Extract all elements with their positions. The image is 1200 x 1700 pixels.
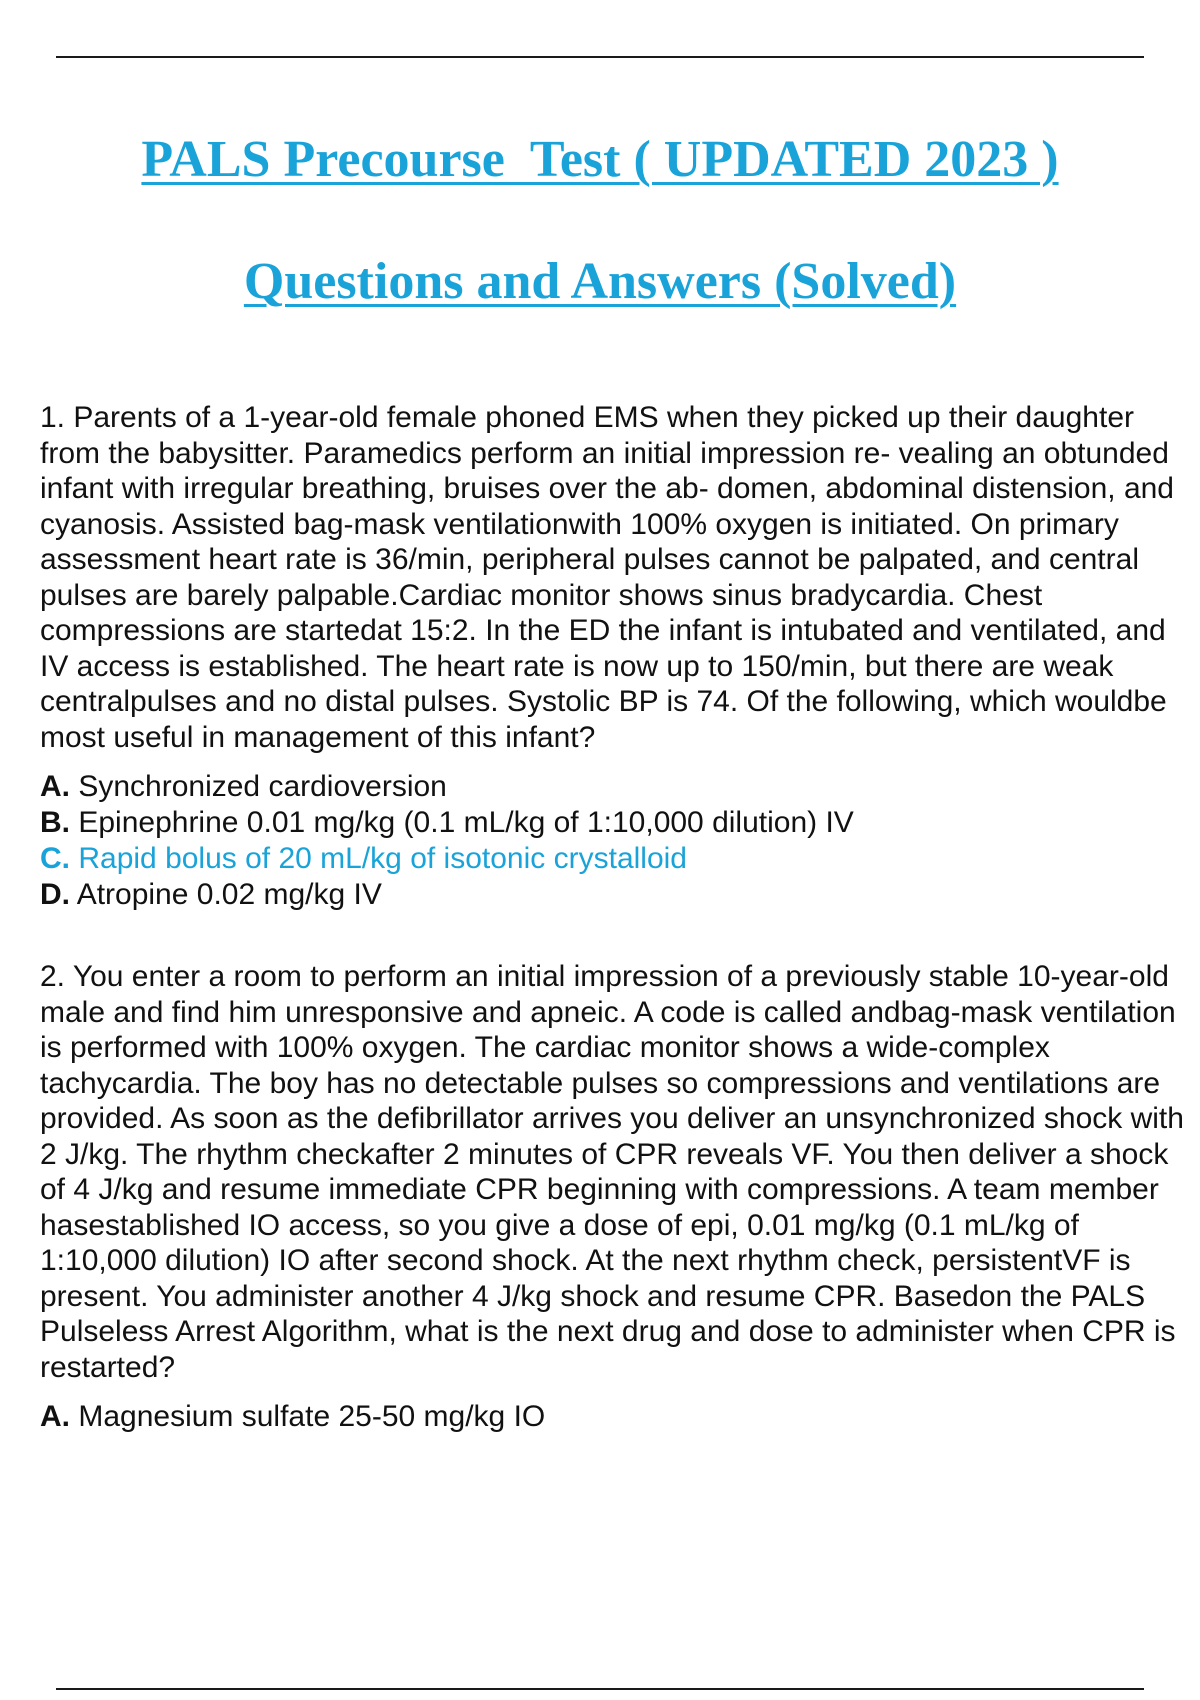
question-2-options [40,1399,1190,1435]
option-letter: A. [40,1400,70,1433]
option-text: Magnesium sulfate 25-50 mg/kg IO [78,1400,546,1433]
option-text: Epinephrine 0.01 mg/kg (0.1 mL/kg of 1:10,000 dilution) IV [78,806,854,839]
question-1-option-a [40,769,1190,805]
question-2-text: 2. You enter a room to perform an initial impression of a previously stable 10-year-old male and find him unresponsive and apneic. A code is called andbag-mask ventilation is performed with 100% oxygen. The cardiac monitor shows a wide-complex tachycardia. The boy has no detectable pulses so compressions and ventilations are provided. As soon as the defibrillator arrives you deliver an unsynchronized shock with 2 J/kg. The rhythm checkafter 2 minutes of CPR reveals VF. You then deliver a shock of 4 J/kg and resume immediate CPR beginning with compressions. A team member hasestablished IO access, so you give a dose of epi, 0.01 mg/kg (0.1 mL/kg of 1:10,000 dilution) IO after second shock. At the next rhythm check, persistentVF is present. You administer another 4 J/kg shock and resume CPR. Basedon the PALS Pulseless Arrest Algorithm, what is the next drug and dose to administer when CPR is restarted? [40,960,1184,1384]
option-letter: A. [40,770,70,803]
document-body [40,400,1190,1435]
question-1 [40,400,1190,913]
question-2 [40,959,1190,1435]
question-1-text: 1. Parents of a 1-year-old female phoned EMS when they picked up their daughter from the babysitter. Paramedics perform an initial impression re- vealing an obtunded infant with irregular breathing, bruises over the ab- domen, abdominal distension, and cyanosis. Assisted bag-mask ventilationwith 100% oxygen is initiated. On primary assessment heart rate is 36/min, peripheral pulses cannot be palpated, and central pulses are barely palpable.Cardiac monitor shows sinus bradycardia. Chest compressions are startedat 15:2. In the ED the infant is intubated and ventilated, and IV access is established. The heart rate is now up to 150/min, but there are weak centralpulses and no distal pulses. Systolic BP is 74. Of the following, which wouldbe most useful in management of this infant? [40,401,1174,754]
top-rule [56,56,1144,58]
question-1-option-d [40,877,1190,913]
page-subtitle: Questions and Answers (Solved) [243,253,957,310]
question-1-option-c-correct-answer [40,841,1190,877]
option-text: Synchronized cardioversion [78,770,447,803]
question-1-options [40,769,1190,913]
option-letter: D. [40,878,70,911]
option-text: Atropine 0.02 mg/kg IV [76,878,382,911]
option-text: Rapid bolus of 20 mL/kg of isotonic crystalloid [78,842,687,875]
question-1-option-b [40,805,1190,841]
question-2-option-a [40,1399,1190,1435]
bottom-rule [56,1688,1144,1690]
option-letter: B. [40,806,70,839]
page-title: PALS Precourse Test ( UPDATED 2023 ) [141,131,1059,188]
option-letter: C. [40,842,70,875]
